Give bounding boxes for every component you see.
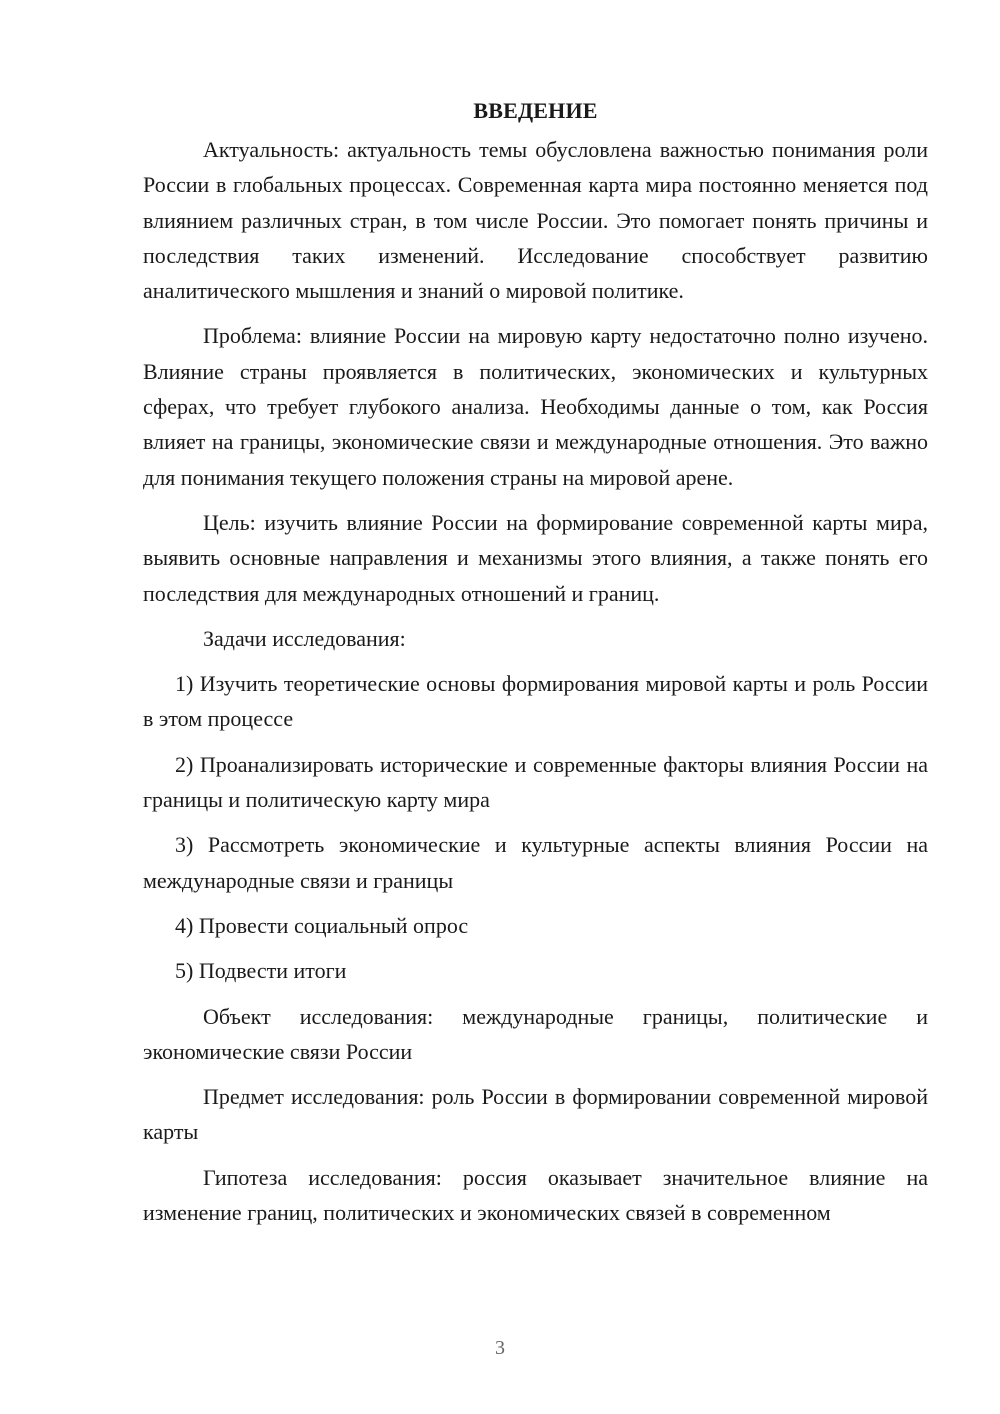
task-item: 5) Подвести итоги [175, 958, 347, 984]
object-paragraph: Объект исследования: международные границы, политические и экономические связи России [143, 1003, 928, 1064]
goal-paragraph: Цель: изучить влияние России на формирование современной карты мира, выявить основные направления и механизмы этого влияния, а также понять его последствия для международных отношений и границ. [143, 509, 928, 606]
relevance-paragraph: Актуальность: актуальность темы обусловлена важностью понимания роли России в глобальных процессах. Современная карта мира постоянно меняется под влиянием различных стран, в том числе России. Это помогает понять причины и последствия таких изменений. Исследование способствует развитию аналитического мышления и знаний о мировой политике. [143, 137, 928, 304]
task-item: 4) Провести социальный опрос [175, 912, 469, 938]
tasks-heading: Задачи исследования: [203, 625, 406, 651]
document-page [143, 96, 928, 1240]
hypothesis-paragraph: Гипотеза исследования: россия оказывает значительное влияние на изменение границ, политических и экономических связей в современном [143, 1164, 928, 1226]
problem-paragraph: Проблема: влияние России на мировую карту недостаточно полно изучено. Влияние страны проявляется в политических, экономических и культурных сферах, что требует глубокого анализа. Необходимы данные о том, как Россия влияет на границы, экономические связи и международные отношения. Это важно для понимания текущего положения страны на мировой арене. [143, 323, 928, 490]
task-item: 3) Рассмотреть экономические и культурные аспекты влияния России на международные связи и границы [143, 832, 928, 893]
page-title: ВВЕДЕНИЕ [473, 98, 598, 123]
task-item: 1) Изучить теоретические основы формирования мировой карты и роль России в этом процессе [143, 671, 928, 732]
page-number: 3 [495, 1337, 505, 1359]
subject-paragraph: Предмет исследования: роль России в формировании современной мировой карты [143, 1084, 928, 1145]
task-item: 2) Проанализировать исторические и современные факторы влияния России на границы и политическую карту мира [143, 751, 928, 813]
